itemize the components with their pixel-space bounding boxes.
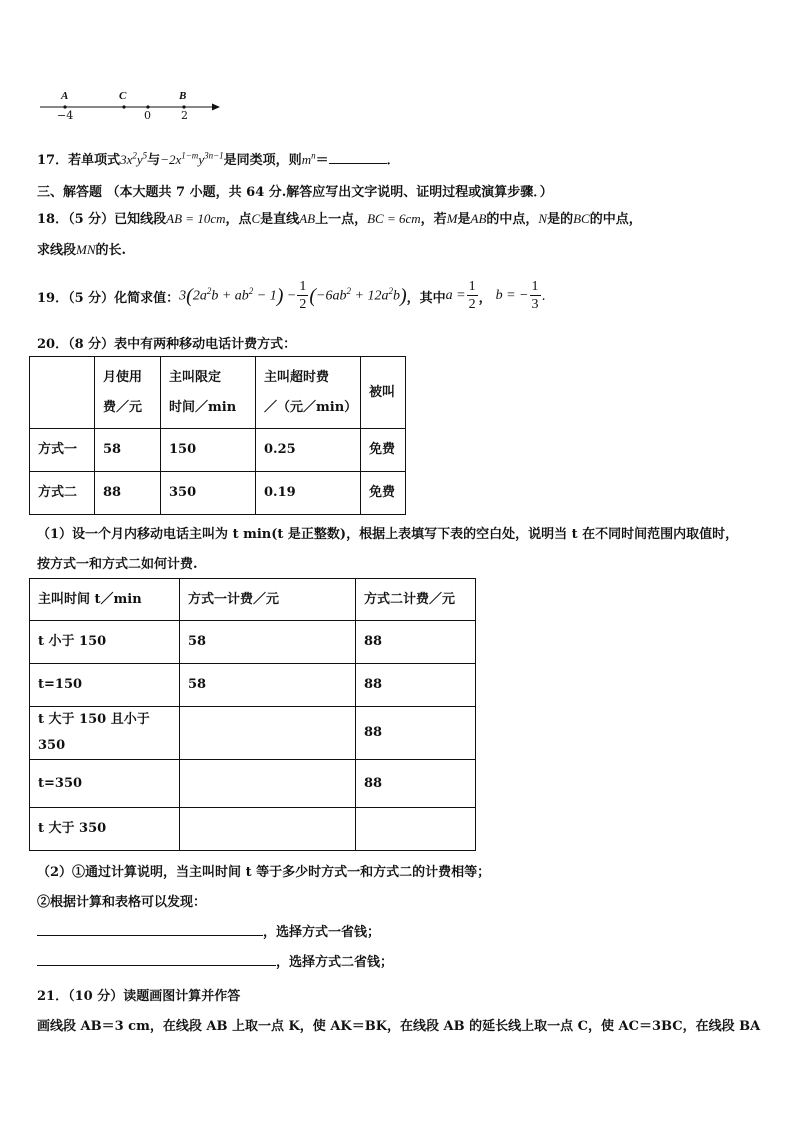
label-c: C	[119, 90, 127, 102]
billing-table-cell: 58	[180, 621, 356, 664]
fee-table-cell: 免费	[361, 429, 406, 472]
answer-blank-2[interactable]	[37, 965, 276, 966]
q17-text-same: 是同类项，则	[223, 153, 302, 168]
billing-table	[29, 578, 476, 851]
billing-table-cell: t 大于 150 且小于 350	[30, 707, 180, 760]
billing-table-blank-cell[interactable]	[356, 808, 476, 851]
question-21-title: 21．（10 分）读题画图计算并作答	[37, 989, 241, 1004]
q17-number: 17．	[37, 153, 69, 168]
q20-part1-line1: （1）设一个月内移动电话主叫为 t min(t 是正整数)，根据上表填写下表的空白处，说明当 t 在不同时间范围内取值时，	[37, 527, 739, 542]
q17-answer-blank[interactable]	[329, 163, 387, 164]
billing-table-cell: 58	[180, 664, 356, 707]
table-row	[30, 621, 476, 664]
billing-table-header-cell: 方式二计费／元	[356, 579, 476, 621]
billing-table-header-cell: 方式一计费／元	[180, 579, 356, 621]
q17-text: 若单项式	[68, 153, 121, 168]
q19-label: 19．（5 分）化简求值：	[37, 290, 180, 306]
point-c	[122, 105, 125, 108]
question-18-line1: 18．（5 分）已知线段AB = 10cm，点C是直线AB上一点，BC = 6cm，若M是AB的中点，N是的BC的中点，	[37, 211, 642, 227]
billing-table-cell: t=350	[30, 760, 180, 808]
table-row	[30, 664, 476, 707]
tick-2: 2	[181, 109, 188, 122]
tick-minus-4: −4	[57, 109, 74, 122]
q20-fill-line-2: ，选择方式二省钱；	[37, 951, 393, 970]
fee-table-cell: 350	[161, 472, 256, 515]
billing-table-cell: t=150	[30, 664, 180, 707]
fee-table-cell: 方式一	[30, 429, 95, 472]
fee-table-cell: 88	[95, 472, 161, 515]
q20-fill-line-1: ，选择方式一省钱；	[37, 921, 380, 940]
billing-table-cell: 88	[356, 707, 476, 760]
question-17: 17．若单项式$3x^2y^5$与$-2x^{1-m}y^{3n-1}$是同类项，则$m^n=$ ．	[37, 150, 400, 168]
billing-table-blank-cell[interactable]	[180, 760, 356, 808]
fee-table-cell: 免费	[361, 472, 406, 515]
question-20-title: 20．（8 分）表中有两种移动电话计费方式：	[37, 337, 297, 352]
billing-table-blank-cell[interactable]	[180, 707, 356, 760]
q20-part1-line2: 按方式一和方式二如何计费.	[37, 557, 198, 572]
q19-fraction-half: $\frac{1}{2}$	[299, 279, 307, 312]
answer-blank-1[interactable]	[37, 935, 263, 936]
billing-table-blank-cell[interactable]	[180, 808, 356, 851]
question-18-line2: 求线段MN的长.	[37, 242, 127, 258]
table-row	[30, 808, 476, 851]
q19-a-value: $\frac{1}{2}$	[468, 279, 476, 312]
q17-period: ．	[386, 153, 400, 168]
label-b: B	[179, 90, 187, 102]
fee-table	[29, 356, 406, 515]
q19-where: ，其中	[406, 290, 446, 306]
fee-table-cell: 0.19	[256, 472, 361, 515]
fee-table-header-cell	[30, 357, 95, 429]
fee-table-cell: 0.25	[256, 429, 361, 472]
question-21-line1: 画线段 AB＝3 cm，在线段 AB 上取一点 K，使 AK＝BK，在线段 AB 的延长线上取一点 C，使 AC＝3BC，在线段 BA	[37, 1019, 761, 1034]
q17-equals: ＝	[315, 153, 329, 168]
q20-part2-line2: ②根据计算和表格可以发现：	[37, 895, 207, 910]
fee-table-header-cell: 主叫超时费 ／（元／min）	[256, 357, 361, 429]
q19-expression: $3(2a^2b + ab^2 - 1)$ −	[179, 284, 297, 307]
table-row	[30, 760, 476, 808]
fee-table-cell: 58	[95, 429, 161, 472]
fee-table-cell: 方式二	[30, 472, 95, 515]
section-3-heading: 三、解答题 （本大题共 7 小题，共 64 分.解答应写出文字说明、证明过程或演算步骤．）	[37, 185, 553, 200]
billing-table-header-cell: 主叫时间 t／min	[30, 579, 180, 621]
table-row	[30, 707, 476, 760]
fee-table-cell: 150	[161, 429, 256, 472]
q17-text-and: 与	[147, 153, 161, 168]
table-row	[30, 429, 406, 472]
tick-0: 0	[144, 109, 151, 122]
q20-part2-line1: （2）①通过计算说明，当主叫时间 t 等于多少时方式一和方式二的计费相等；	[37, 865, 491, 880]
billing-table-cell: 88	[356, 621, 476, 664]
billing-table-cell: t 大于 350	[30, 808, 180, 851]
billing-table-cell: 88	[356, 760, 476, 808]
q19-b-value: $\frac{1}{3}$	[531, 279, 539, 312]
fee-table-header-cell: 主叫限定 时间／min	[161, 357, 256, 429]
billing-table-cell: 88	[356, 664, 476, 707]
question-19: 19．（5 分）化简求值： $3(2a^2b + ab^2 - 1)$ − $\frac{1}{2}$ $(-6ab^2 + 12a^2b)$ ，其中 a = $\frac{1}{2}$ ， b = − $\frac{1}{3}$ .	[37, 279, 546, 312]
label-a: A	[61, 90, 69, 102]
table-row	[30, 472, 406, 515]
billing-table-cell: t 小于 150	[30, 621, 180, 664]
fee-table-header-cell: 被叫	[361, 357, 406, 429]
fee-table-header-cell: 月使用 费／元	[95, 357, 161, 429]
